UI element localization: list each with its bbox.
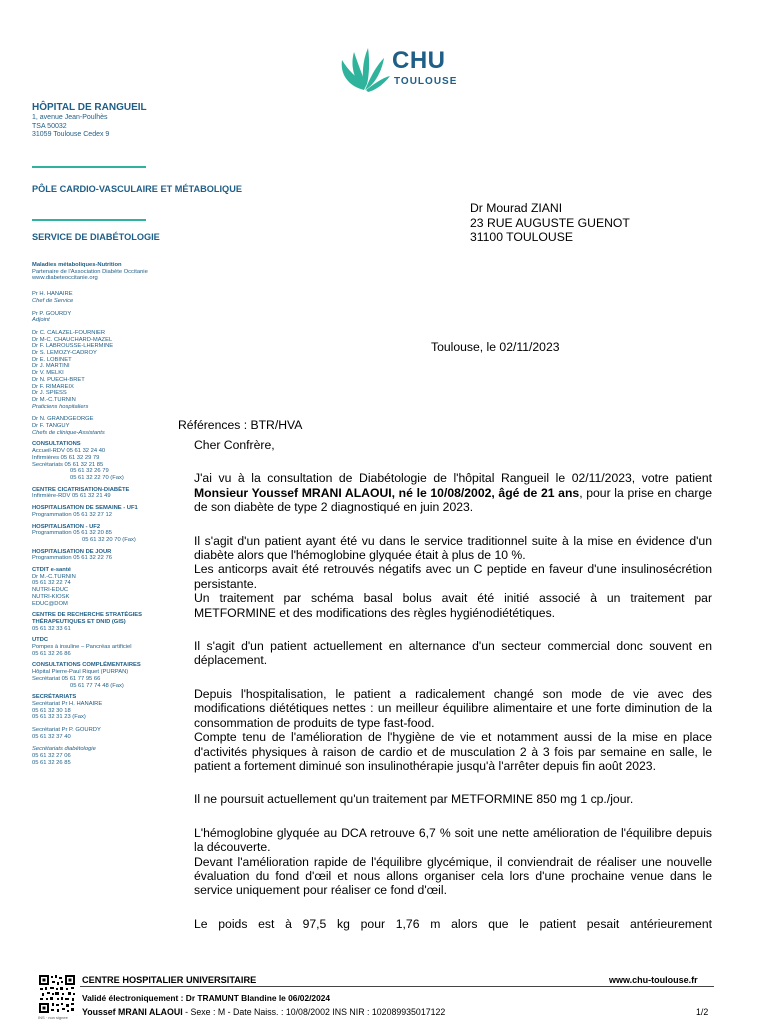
praticien: Dr N. PUECH-BRET	[32, 376, 85, 383]
secr-line: 05 61 32 26 85	[32, 759, 71, 766]
paragraph: Compte tenu de l'amélioration de l'hygiène de vie et notamment aussi de la mise en place d'activités physiques à raison de cardio et de musculation 2 à 3 fois par semaine en salle, le patient a fortement diminué son insulinothérapie jusqu'à l'arrêter depuis fin août 2023.	[194, 730, 712, 773]
compl-line: 05 61 77 74 48 (Fax)	[70, 682, 124, 689]
utdc-line: 05 61 32 26 86	[32, 650, 71, 657]
jour-title: HOSPITALISATION DE JOUR	[32, 548, 112, 555]
footer-institution: CENTRE HOSPITALIER UNIVERSITAIRE	[82, 975, 257, 985]
addressee-line: Dr Mourad ZIANI	[470, 201, 563, 215]
metab-line: Partenaire de l'Association Diabète Occitanie	[32, 268, 148, 275]
footer-divider	[80, 986, 714, 987]
ctdit-line: 05 61 32 22 74	[32, 580, 71, 587]
footer-website: www.chu-toulouse.fr	[609, 975, 698, 985]
compl-line: Secrétariat 05 61 77 95 66	[32, 675, 101, 682]
qr-caption: INS · non signee	[38, 1015, 68, 1020]
pole-title: PÔLE CARDIO-VASCULAIRE ET MÉTABOLIQUE	[32, 184, 242, 194]
uf2-line: 05 61 32 20 70 (Fax)	[82, 536, 136, 543]
utdc-line: Pompes à insuline – Pancréas artificiel	[32, 644, 132, 651]
paragraph: Devant l'amélioration rapide de l'équilibre glycémique, il conviendrait de réaliser une nouvelle évaluation du fond d'œil et nous allons organiser cela lors d'une prochaine venue dans le service uniquement pour réaliser ce fond d'œil.	[194, 854, 712, 898]
cicat-title: CENTRE CICATRISATION-DIABÈTE	[32, 486, 130, 493]
praticien: Dr F. RIMAREIX	[32, 383, 74, 390]
paragraph: Les anticorps avait été retrouvés négatifs avec un C peptide en faveur d'une insulinosécrétion persistante.	[194, 562, 712, 591]
hospital-address	[32, 114, 109, 140]
paragraph: Il s'agit d'un patient ayant été vu dans le service traditionnel suite à la mise en évidence d'un diabète alors que l'hémoglobine glyquée était à plus de 10 %.	[194, 533, 712, 563]
paragraph: Depuis l'hospitalisation, le patient a radicalement changé son mode de vie avec des modifications diététiques nettes : un meilleur équilibre alimentaire et une forte diminution de la consommation de produits de type fast-food.	[194, 686, 712, 730]
qr-code-icon	[38, 974, 76, 1014]
chef-name: Pr H. HANAIRE	[32, 291, 73, 298]
praticien: Dr V. MELKI	[32, 370, 64, 377]
secr-line: 05 61 32 37 40	[32, 733, 71, 740]
footer-validation: Validé électroniquement : Dr TRAMUNT Blandine le 06/02/2024	[82, 993, 331, 1003]
praticien: Dr C. CALAZEL-FOURNIER	[32, 329, 106, 336]
uf1-title: HOSPITALISATION DE SEMAINE - UF1	[32, 505, 138, 512]
cicat-line: Infirmière-RDV 05 61 32 21 49	[32, 493, 111, 500]
praticien: Dr J. MARTINI	[32, 363, 70, 370]
uf2-line: Programmation 05 61 32 20 85	[32, 530, 112, 537]
references: Références : BTR/HVA	[178, 418, 303, 432]
secr-line: 05 61 32 31 23 (Fax)	[32, 714, 86, 721]
paragraph: Il s'agit d'un patient actuellement en alternance d'un secteur commercial donc souvent en déplacement.	[194, 639, 712, 668]
paragraph: L'hémoglobine glyquée au DCA retrouve 6,7 % soit une nette amélioration de l'équilibre depuis la découverte.	[194, 825, 712, 855]
consult-line: Infirmières 05 61 32 29 79	[32, 454, 100, 461]
sidebar-contacts	[32, 262, 172, 767]
footer-patient-info: - Sexe : M - Date Naiss. : 10/08/2002 INS NIR : 102089935017122	[182, 1007, 446, 1017]
recherche-title: CENTRE DE RECHERCHE STRATÉGIES THÉRAPEUTIQUES ET DNID (GIS)	[32, 612, 143, 625]
praticien: Dr F. LABROUSSE-LHERMINE	[32, 343, 114, 350]
patient-identity: Monsieur Youssef MRANI ALAOUI, né le 10/08/2002, âgé de 21 ans	[194, 485, 580, 500]
hospital-name: HÔPITAL DE RANGUEIL	[32, 102, 147, 113]
logo-subtitle: TOULOUSE	[394, 76, 458, 87]
salutation: Cher Confrère,	[194, 438, 275, 452]
praticien: Dr M-C. CHAUCHARD-MAZEL	[32, 336, 113, 343]
page-number: 1/2	[696, 1007, 709, 1017]
address-line: 31059 Toulouse Cedex 9	[32, 131, 110, 139]
ctdit-line: NUTRI-KIOSK	[32, 593, 70, 600]
paragraph	[194, 471, 712, 514]
ctdit-line: Dr M.-C.TURNIN	[32, 573, 76, 580]
metab-title: Maladies métaboliques-Nutrition	[32, 262, 122, 268]
utdc-title: UTDC	[32, 637, 49, 644]
logo-word: CHU	[392, 47, 446, 74]
divider	[32, 166, 146, 168]
service-title: SERVICE DE DIABÉTOLOGIE	[32, 232, 160, 242]
adjoint-name: Pr P. GOURDY	[32, 310, 72, 317]
secr-line: Secrétariats diabétologie	[32, 746, 96, 753]
consult-line: Accueil-RDV 05 61 32 24 40	[32, 448, 106, 455]
chef-clinique: Dr N. GRANDGEORGE	[32, 416, 94, 423]
uf1-line: Programmation 05 61 32 27 12	[32, 511, 112, 518]
secr-title: SECRÉTARIATS	[32, 694, 77, 701]
paragraph: Le poids est à 97,5 kg pour 1,76 m alors que le patient pesait antérieurement	[194, 916, 712, 931]
recherche-line: 05 61 32 33 61	[32, 625, 71, 632]
uf2-title: HOSPITALISATION - UF2	[32, 523, 101, 530]
compl-title: CONSULTATIONS COMPLÉMENTAIRES	[32, 662, 141, 669]
praticien: Dr S. LEMOZY-CADROY	[32, 350, 97, 357]
consult-line: 05 61 32 26 79	[70, 468, 109, 475]
secr-line: 05 61 32 30 18	[32, 707, 71, 714]
secr-line: Secrétariat Pr P. GOURDY	[32, 727, 101, 734]
metab-line: www.diabeteoccitanie.org	[32, 275, 98, 282]
praticiens-role: Praticiens hospitaliers	[32, 403, 89, 410]
addressee-block	[470, 201, 630, 245]
footer-patient-name: Youssef MRANI ALAOUI	[82, 1007, 183, 1017]
paragraph: Un traitement par schéma basal bolus avait été initié associé à un traitement par METFORMINE et des modifications des règles hygiénodiététiques.	[194, 591, 712, 620]
p1-start: J'ai vu à la consultation de Diabétologie de l'hôpital Rangueil le 02/11/2023, votre patient	[194, 471, 712, 486]
consult-line: Secrétariats 05 61 32 21 85	[32, 461, 104, 468]
praticien: Dr J. SPIESS	[32, 390, 67, 397]
jour-line: Programmation 05 61 32 22 76	[32, 555, 112, 562]
ctdit-title: CTDIT e-santé	[32, 567, 71, 574]
divider	[32, 219, 146, 221]
addressee-line: 31100 TOULOUSE	[470, 230, 573, 245]
ctdit-line: NUTRI-EDUC	[32, 587, 69, 594]
compl-line: Hôpital Pierre-Paul Riquet (PURPAN)	[32, 669, 129, 676]
address-line: 1, avenue Jean-Poulhès	[32, 114, 108, 121]
secr-line: Secrétariat Pr H. HANAIRE	[32, 700, 103, 707]
chef-role: Chef de Service	[32, 297, 74, 304]
p1-end: , pour la prise en charge de son diabète de type 2 diagnostiqué en juin 2023.	[194, 485, 713, 515]
chef-clinique: Dr F. TANGUY	[32, 423, 70, 430]
address-line: TSA 50032	[32, 122, 67, 130]
letter-body	[194, 438, 712, 931]
date-line: Toulouse, le 02/11/2023	[431, 340, 560, 354]
paragraph: Il ne poursuit actuellement qu'un traitement par METFORMINE 850 mg 1 cp./jour.	[194, 792, 634, 807]
chefs-clinique-role: Chefs de clinique-Assistants	[32, 429, 105, 436]
footer-patient	[82, 1007, 445, 1017]
consult-title: CONSULTATIONS	[32, 441, 81, 448]
ctdit-line: EDUC@DOM	[32, 600, 68, 607]
praticien: Dr M.-C.TURNIN	[32, 396, 76, 403]
praticien: Dr E. LOBINET	[32, 356, 72, 363]
secr-line: 05 61 32 27 06	[32, 753, 71, 760]
addressee-line: 23 RUE AUGUSTE GUENOT	[470, 215, 630, 230]
adjoint-role: Adjoint	[32, 317, 50, 324]
consult-line: 05 61 32 22 70 (Fax)	[70, 474, 124, 481]
